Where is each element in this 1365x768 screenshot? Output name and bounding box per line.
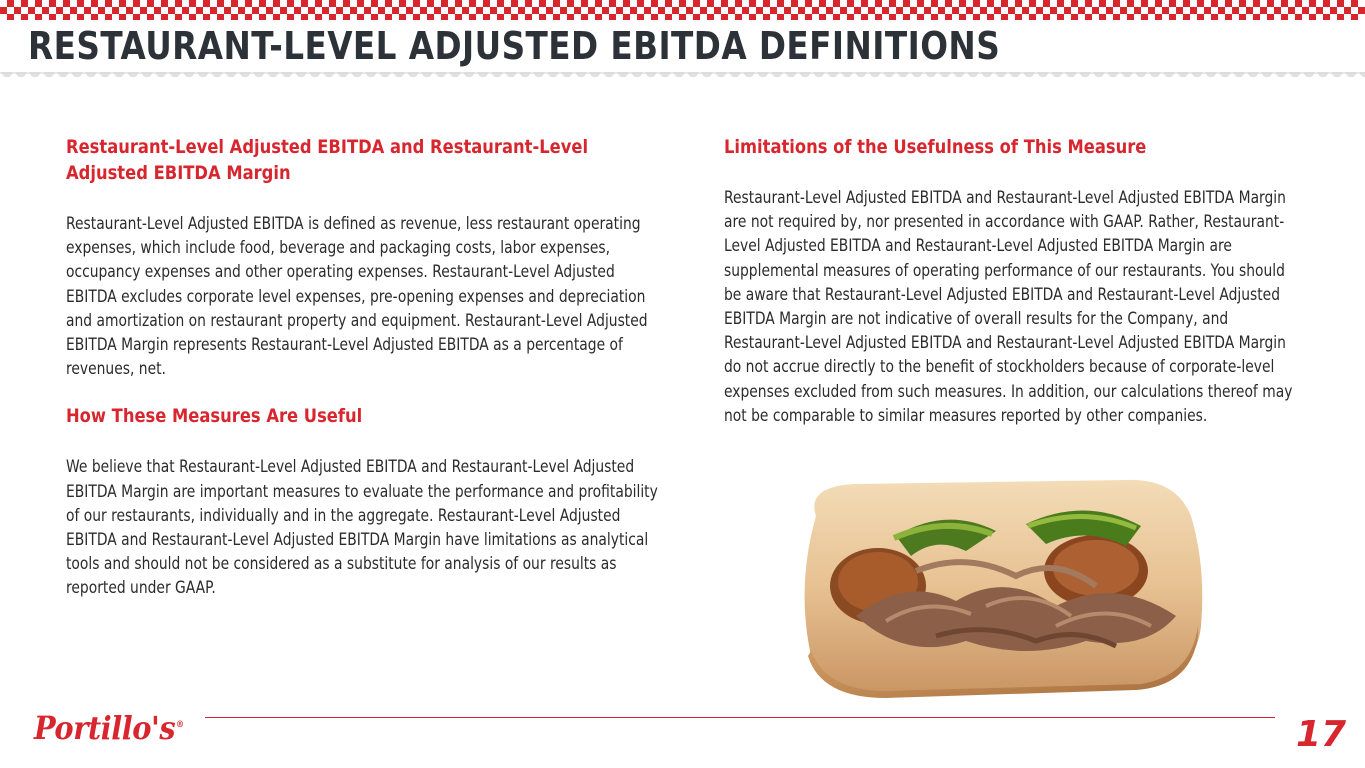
section-heading-usefulness: How These Measures Are Useful bbox=[66, 405, 363, 428]
checkered-banner bbox=[0, 0, 1365, 20]
section-heading-definition: Restaurant-Level Adjusted EBITDA and Restaurant-Level Adjusted EBITDA Margin bbox=[66, 136, 589, 184]
page-number: 17 bbox=[1296, 714, 1347, 755]
title-wave-divider bbox=[0, 72, 1365, 84]
registered-mark: ® bbox=[176, 720, 184, 731]
left-column bbox=[66, 134, 666, 601]
footer-divider bbox=[205, 717, 1275, 718]
sandwich-image bbox=[796, 476, 1210, 698]
section-body-usefulness: We believe that Restaurant-Level Adjusted EBITDA and Restaurant-Level Adjusted EBITDA Margin are important measures to evaluate the performance and profitability of our restaurants, individually and in the aggregate. Restaurant-Level Adjusted EBITDA and Restaurant-Level Adjusted EBITDA Margin have limitations as analytical tools and should not be considered as a substitute for analysis of our results as reported under GAAP. bbox=[66, 457, 658, 598]
right-column bbox=[724, 134, 1304, 428]
section-body-definition: Restaurant-Level Adjusted EBITDA is defined as revenue, less restaurant operating expenses, which include food, beverage and packaging costs, labor expenses, occupancy expenses and other operating expenses. Restaurant-Level Adjusted EBITDA excludes corporate level expenses, pre-opening expenses and depreciation and amortization on restaurant property and equipment. Restaurant-Level Adjusted EBITDA Margin represents Restaurant-Level Adjusted EBITDA as a percentage of revenues, net. bbox=[66, 214, 648, 379]
section-heading-limitations: Limitations of the Usefulness of This Measure bbox=[724, 136, 1147, 158]
section-body-limitations: Restaurant-Level Adjusted EBITDA and Restaurant-Level Adjusted EBITDA Margin are not required by, nor presented in accordance with GAAP. Rather, Restaurant-Level Adjusted EBITDA and Restaurant-Level Adjusted EBITDA Margin are supplemental measures of operating performance of our restaurants. You should be aware that Restaurant-Level Adjusted EBITDA and Restaurant-Level Adjusted EBITDA Margin are not indicative of overall results for the Company, and Restaurant-Level Adjusted EBITDA and Restaurant-Level Adjusted EBITDA Margin do not accrue directly to the benefit of stockholders because of corporate-level expenses excluded from such measures. In addition, our calculations thereof may not be comparable to similar measures reported by other companies. bbox=[724, 188, 1293, 425]
logo-text: Portillo's bbox=[34, 709, 176, 747]
portillos-logo bbox=[34, 709, 184, 747]
page-title: RESTAURANT-LEVEL ADJUSTED EBITDA DEFINITIONS bbox=[28, 24, 1001, 68]
